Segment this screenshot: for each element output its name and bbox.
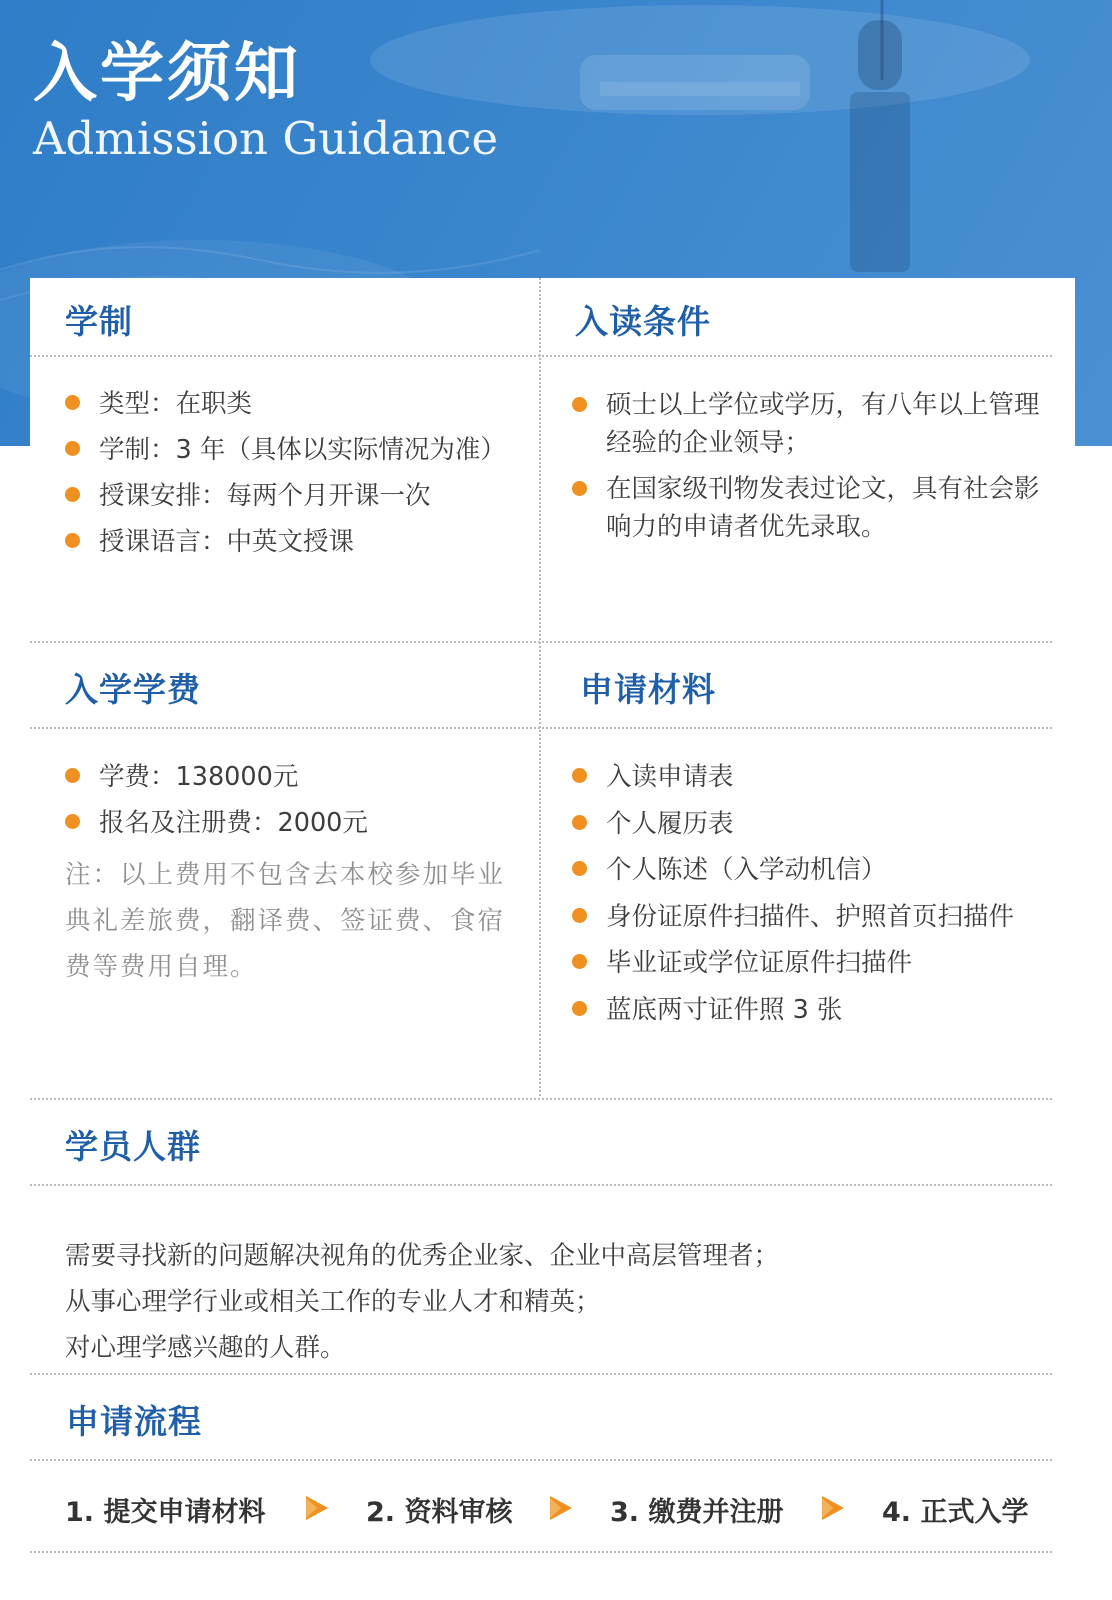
materials-list [572,754,1014,1033]
list-item: 报名及注册费：2000元 [65,800,368,846]
divider [30,1373,1052,1375]
section-title-schooling: 学制 [65,302,133,341]
bullet-dot-icon [572,815,587,830]
bullet-dot-icon [65,395,80,410]
step-arrow-icon [822,1496,844,1520]
section-title-materials: 申请材料 [580,670,716,709]
divider [30,1098,1052,1100]
bullet-dot-icon [572,397,587,412]
bullet-dot-icon [572,908,587,923]
page-title: 入学须知 [33,37,301,111]
bullet-dot-icon [65,814,80,829]
section-title-audience: 学员人群 [65,1127,201,1166]
list-item: 授课安排：每两个月开课一次 [65,473,506,519]
bullet-dot-icon [65,487,80,502]
section-title-fees: 入学学费 [65,670,201,709]
audience-line: 从事心理学行业或相关工作的专业人才和精英； [65,1287,601,1317]
divider [30,1551,1052,1553]
audience-text [65,1233,779,1371]
bullet-dot-icon [65,533,80,548]
fees-note: 注：以上费用不包含去本校参加毕业典礼差旅费，翻译费、签证费、食宿费等费用自理。 [65,860,506,982]
audience-line: 需要寻找新的问题解决视角的优秀企业家、企业中高层管理者； [65,1241,780,1271]
process-step-2: 2. 资料审核 [366,1497,513,1528]
audience-line: 对心理学感兴趣的人群。 [65,1333,346,1363]
bullet-dot-icon [65,768,80,783]
requirements-list [572,386,1047,554]
bullet-dot-icon [572,1001,587,1016]
list-item: 入读申请表 [572,754,1014,801]
list-item: 身份证原件扫描件、护照首页扫描件 [572,894,1014,941]
section-title-process: 申请流程 [66,1402,202,1441]
list-item: 个人履历表 [572,801,1014,848]
process-step-1: 1. 提交申请材料 [65,1497,266,1528]
divider [30,641,1052,643]
divider [30,727,1052,729]
list-item: 蓝底两寸证件照 3 张 [572,987,1014,1034]
section-title-requirements: 入读条件 [575,302,711,341]
column-divider [539,278,541,1096]
list-item: 类型：在职类 [65,381,506,427]
fees-list [65,754,368,846]
divider [30,1184,1052,1186]
schooling-list [65,381,506,565]
divider [30,1459,1052,1461]
bullet-dot-icon [572,954,587,969]
process-step-3: 3. 缴费并注册 [610,1497,784,1528]
page-subtitle: Admission Guidance [33,112,499,165]
list-item: 授课语言：中英文授课 [65,519,506,565]
list-item: 个人陈述（入学动机信） [572,847,1014,894]
bullet-dot-icon [65,441,80,456]
process-step-4: 4. 正式入学 [882,1497,1029,1528]
list-item: 硕士以上学位或学历，有八年以上管理经验的企业领导； [572,386,1047,462]
divider [30,355,1052,357]
list-item: 毕业证或学位证原件扫描件 [572,940,1014,987]
list-item: 在国家级刊物发表过论文，具有社会影响力的申请者优先录取。 [572,470,1047,546]
list-item: 学制：3 年（具体以实际情况为准） [65,427,506,473]
step-arrow-icon [550,1496,572,1520]
list-item: 学费：138000元 [65,754,368,800]
step-arrow-icon [306,1496,328,1520]
bullet-dot-icon [572,481,587,496]
info-card [30,278,1075,1600]
bullet-dot-icon [572,861,587,876]
bullet-dot-icon [572,768,587,783]
